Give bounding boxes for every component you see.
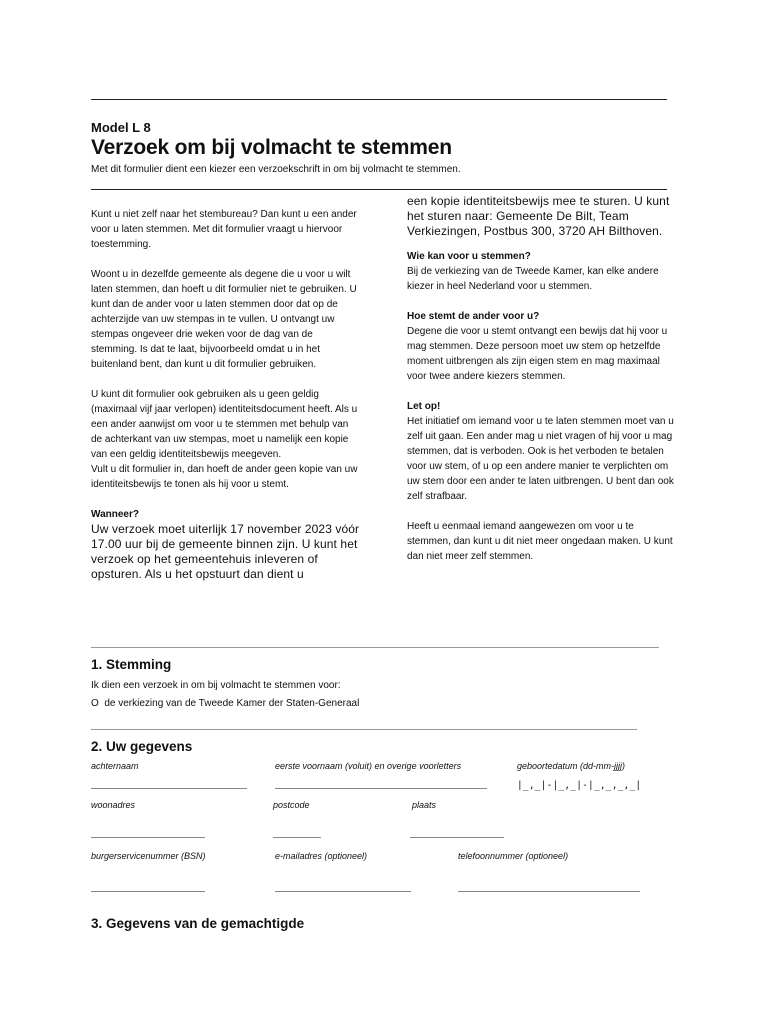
form-model-number: Model L 8: [91, 120, 151, 135]
field-postcode[interactable]: [273, 837, 321, 838]
option-tweede-kamer[interactable]: [91, 698, 359, 709]
paragraph-wanneer: Uw verzoek moet uiterlijk 17 november 2023 vóór 17.00 uur bij de gemeente binnen zijn. U kunt het verzoek op het gemeentehuis inleveren of opsturen. Als u het opstuurt dan dient u: [91, 522, 360, 581]
field-telefoon[interactable]: [458, 891, 640, 892]
field-achternaam[interactable]: [91, 788, 247, 789]
heading-let-op: Let op!: [407, 401, 441, 412]
label-telefoon: telefoonnummer (optioneel): [458, 851, 569, 861]
paragraph-eenmaal: Heeft u eenmaal iemand aangewezen om voor u te stemmen, dan kunt u dit niet meer ongedaan maken. U kunt dan niet meer zelf stemmen.: [407, 521, 673, 562]
label-email: e-mailadres (optioneel): [275, 851, 368, 861]
intro-rule: [91, 189, 667, 190]
option-radio[interactable]: O: [91, 698, 99, 709]
paragraph-hoe: Degene die voor u stemt ontvangt een bewijs dat hij voor u mag stemmen. Deze persoon moet uw stem op hetzelfde moment uitbrengen als zijn eigen stem en mag maximaal voor twee andere kiezers stemmen.: [407, 326, 668, 382]
field-woonadres[interactable]: [91, 837, 205, 838]
paragraph-wie: Bij de verkiezing van de Tweede Kamer, kan elke andere kiezer in heel Nederland voor u stemmen.: [407, 266, 659, 292]
paragraph-not-self: Kunt u niet zelf naar het stembureau? Dan kunt u een ander voor u laten stemmen. Met dit formulier vraagt u hiervoor toestemming.: [91, 209, 357, 250]
label-geboortedatum: geboortedatum (dd-mm-jjjj): [517, 761, 626, 771]
label-voornaam: eerste voornaam (voluit) en overige voorletters: [275, 761, 462, 771]
field-bsn[interactable]: [91, 891, 205, 892]
heading-wanneer: Wanneer?: [91, 509, 139, 520]
option-label: de verkiezing van de Tweede Kamer der Staten-Generaal: [104, 698, 360, 709]
paragraph-no-id: U kunt dit formulier ook gebruiken als u geen geldig (maximaal vijf jaar verlopen) identiteitsdocument heeft. Als u een ander aanwijst om voor u te stemmen met behulp van de achterkant van uw stempas, moet u namelijk een kopie van een geldig identiteitsbewijs meegeven.: [91, 389, 358, 460]
field-email[interactable]: [275, 891, 411, 892]
label-postcode: postcode: [273, 800, 310, 810]
intro-text: Met dit formulier dient een kiezer een verzoekschrift in om bij volmacht te stemmen.: [91, 164, 461, 175]
section3-title: 3. Gegevens van de gemachtigde: [91, 916, 305, 931]
label-woonadres: woonadres: [91, 800, 136, 810]
field-geboortedatum[interactable]: |_,_|-|_,_|-|_,_,_,_|: [517, 780, 642, 791]
heading-wie: Wie kan voor u stemmen?: [407, 251, 531, 262]
heading-hoe: Hoe stemt de ander voor u?: [407, 311, 540, 322]
right-column: [407, 194, 677, 579]
section1-intro: Ik dien een verzoek in om bij volmacht te stemmen voor:: [91, 680, 341, 691]
section1-title: 1. Stemming: [91, 657, 172, 672]
paragraph-same-municipality: Woont u in dezelfde gemeente als degene die u voor u wilt laten stemmen, dan hoeft u dit formulier niet te gebruiken. U kunt dan de ander voor u laten stemmen door dat op de achterzijde van uw stempas in te vullen. U ontvangt uw stempas ongeveer drie weken voor de dag van de stemming. Is dat te laat, bijvoorbeeld omdat u in het buitenland bent, dan kunt u dit formulier gebruiken.: [91, 269, 357, 370]
section1-rule: [91, 647, 659, 648]
section2-title: 2. Uw gegevens: [91, 739, 193, 754]
top-rule: [91, 99, 667, 100]
paragraph-fill-form: Vult u dit formulier in, dan hoeft de ander geen kopie van uw identiteitsbewijs te tonen als hij voor u stemt.: [91, 464, 358, 490]
field-plaats[interactable]: [410, 837, 504, 838]
paragraph-send-address: een kopie identiteitsbewijs mee te sturen. U kunt het sturen naar: Gemeente De Bilt, Team Verkiezingen, Postbus 300, 3720 AH Bilthoven.: [407, 194, 670, 238]
label-achternaam: achternaam: [91, 761, 139, 771]
label-plaats: plaats: [412, 800, 437, 810]
paragraph-let-op: Het initiatief om iemand voor u te laten stemmen moet van u zelf uit gaan. Een ander mag u niet vragen of hij voor u mag stemmen, dat is verboden. Ook is het verboden te betalen voor uw stem, of u op een andere manier te verplichten om uw stem door een ander te laten uitbrengen. U bent dan ook zelf strafbaar.: [407, 416, 674, 502]
label-bsn: burgerservicenummer (BSN): [91, 851, 206, 861]
field-voornaam[interactable]: [275, 788, 487, 789]
page-title: Verzoek om bij volmacht te stemmen: [91, 136, 452, 159]
section2-rule: [91, 729, 637, 730]
left-column: [91, 207, 361, 597]
